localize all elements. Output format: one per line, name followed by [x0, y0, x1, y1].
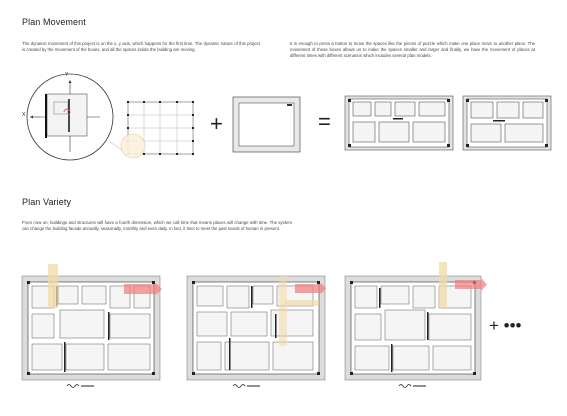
- axis-y-label: Y: [65, 72, 69, 78]
- box-diagram: [232, 96, 302, 154]
- plan-variant-3: [343, 258, 493, 390]
- plan-movement-title: Plan Movement: [22, 17, 86, 27]
- plan-movement-text-left: The dynamic movement of this project is on the x, y axis, which happens for the first time. The dynamic nature of this project is created by the movement of the boxes, and all the spaces inside the building are moving.: [22, 41, 260, 52]
- plan-movement-text-right: It is enough to press a button to move the spaces like the pieces of puzzle which make one place move to another place. The movement of these boxes allows us to make the spaces smaller and larger and finally, we have the movement of places at different times with different scenarios which includes several plan models.: [290, 41, 535, 58]
- plus-operator: +: [210, 111, 223, 136]
- equals-operator: =: [318, 109, 331, 134]
- north-scale-icon-1: [66, 382, 96, 390]
- plan-variant-2: [183, 262, 333, 392]
- north-scale-icon-2: [232, 382, 262, 390]
- more-variants-indicator: + •••: [489, 316, 522, 335]
- plan-variety-text: From now on, buildings and structures will have a fourth dimension, which we call time that means places will change with time. The system can change the building facade annually, seasonally, monthly and even daily. In fact, it tries to meet the past needs of human in present.: [22, 220, 292, 231]
- grid-diagram: [120, 96, 205, 166]
- axis-x-label: X: [22, 112, 26, 118]
- plan-variant-1: [20, 262, 170, 392]
- axis-zoom-diagram: [20, 72, 130, 162]
- north-scale-icon-3: [398, 382, 428, 390]
- plan-variety-title: Plan Variety: [22, 197, 72, 207]
- moved-plans-diagram: [343, 94, 553, 154]
